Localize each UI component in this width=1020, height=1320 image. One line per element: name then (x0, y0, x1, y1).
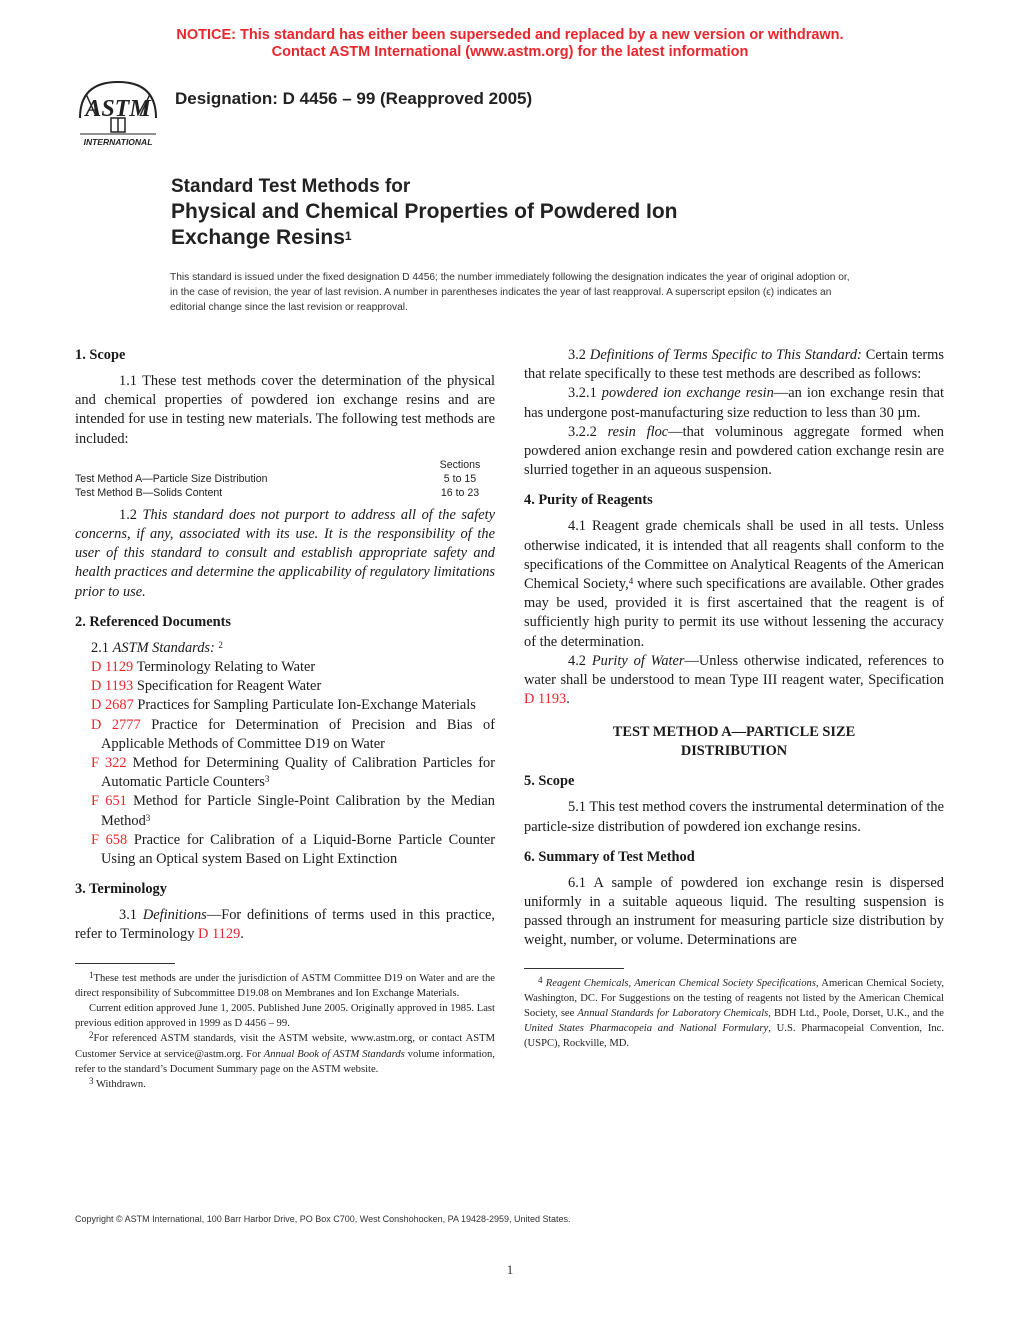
ref-item[interactable] (75, 677, 495, 696)
para-4-2-end: . (566, 691, 570, 708)
para-4-2-num: 4.2 (568, 652, 586, 669)
para-4-1-text: 4.1 Reagent grade chemicals shall be used in all tests. Unless otherwise indicated, it is intended that all reagents shall conform to the specifications of the Committee on Analytical Reagents of the American Chemical Society, (524, 518, 944, 593)
sections-row (75, 486, 495, 500)
para-3-2-2 (524, 423, 944, 481)
test-method-a-line-2: DISTRIBUTION (680, 743, 788, 760)
para-6-1: 6.1 A sample of powdered ion exchange resin is dispersed uniformly in a suitable aqueous liquid. The resulting suspension is passed through an instrument for measuring particle size distribution by weight, number, or volume. Determinations are (524, 874, 944, 949)
para-1-1: 1.1 These test methods cover the determination of the physical and chemical properties of powdered ion exchange resins and are intended for use in testing new materials. The following test methods are included: (75, 373, 495, 447)
para-4-1 (524, 517, 944, 651)
ref-item[interactable] (75, 792, 495, 830)
issuance-note: This standard is issued under the fixed designation D 4456; the number immediately following the designation indicates the year of original adoption or, in the case of revision, the year of last revision. A number in parentheses indicates the year of last reapproval. A superscript epsilon (ϵ) indicates an editorial change since the last revision or reapproval. (170, 272, 850, 313)
scope-heading: 1. Scope (75, 347, 126, 363)
footnote-2 (75, 1031, 495, 1077)
ref-code-link[interactable]: D 2687 (91, 697, 134, 714)
ref-title: Practices for Sampling Particulate Ion-Exchange Materials (137, 697, 476, 714)
para-3-1 (75, 906, 495, 944)
logo-text: ASTM (85, 96, 151, 122)
footnote-text: These test methods are under the jurisdiction of ASTM Committee D19 on Water and are the direct responsibility of Subcommittee D19.08 on Membranes and Ion Exchange Materials. (75, 972, 495, 999)
ref-title: Practice for Determination of Precision and Bias of Applicable Methods of Committee D19 on Water (101, 716, 495, 752)
para-3-2-2-text: —that voluminous aggregate formed when powdered anion exchange resin and powdered cation exchange resin are slurried together in an aqueous suspension. (524, 423, 944, 479)
title-line-1: Standard Test Methods for (171, 176, 411, 197)
ref-link-d1129[interactable]: D 1129 (198, 926, 241, 943)
footnote-divider (524, 968, 624, 969)
para-1-2-text: This standard does not purport to address all of the safety concerns, if any, associated with its use. It is the responsibility of the user of this standard to consult and establish appropriate safety and health practices and determine the applicability of regulatory limitations prior to use. (75, 506, 495, 600)
para-2-1-label: ASTM Standards: (112, 639, 215, 656)
ref-code-link[interactable]: F 658 (91, 831, 128, 848)
footnote-mark: 4 (538, 974, 543, 985)
footnote-text: , U.S. Pharmacopeial Convention, Inc. (USPC), Rockville, MD. (524, 1023, 944, 1050)
footnote-text: volume information, refer to the standard’s Document Summary page on the ASTM website. (75, 1048, 495, 1075)
section-range: 16 to 23 (440, 486, 480, 499)
para-2-1-num: 2.1 (91, 639, 109, 656)
para-4-2-text: —Unless otherwise indicated, references to water shall be understood to mean Type III reagent water, Specification (524, 652, 944, 689)
ref-item[interactable] (75, 831, 495, 869)
test-method-a-heading (524, 723, 944, 761)
title-line-3: Exchange Resins (171, 226, 345, 249)
para-3-2-label: Definitions of Terms Specific to This Standard: (589, 347, 862, 363)
para-3-2-num: 3.2 (568, 347, 586, 363)
ref-title: Method for Determining Quality of Calibration Particles for Automatic Particle Counters (101, 755, 495, 791)
ref-title: Practice for Calibration of a Liquid-Borne Particle Counter Using an Optical system Based on Light Extinction (101, 831, 495, 868)
title-line-2: Physical and Chemical Properties of Powdered Ion (171, 200, 678, 223)
right-column (524, 346, 944, 1052)
para-1-2-num: 1.2 (119, 506, 137, 523)
ref-code-link[interactable]: D 1129 (91, 659, 134, 676)
ref-sup: 3 (145, 812, 151, 823)
sections-table (75, 458, 495, 500)
para-3-2-2-label: resin floc (607, 423, 669, 440)
page-number: 1 (506, 1262, 514, 1277)
para-3-2-1 (524, 384, 944, 422)
designation: Designation: D 4456 – 99 (Reapproved 2005) (175, 89, 533, 108)
notice-line-1: NOTICE: This standard has either been superseded and replaced by a new version or withdrawn. (176, 27, 844, 43)
footnote-text: For referenced ASTM standards, visit the ASTM website, www.astm.org, or contact ASTM Customer Service at service@astm.org. For (75, 1033, 495, 1060)
astm-logo (74, 76, 162, 150)
ref-title: Specification for Reagent Water (136, 678, 322, 695)
ref-title: Terminology Relating to Water (136, 659, 316, 676)
footnote-mark: 2 (89, 1030, 94, 1041)
ref-code-link[interactable]: F 322 (91, 755, 127, 772)
ref-code-link[interactable]: D 1193 (91, 678, 134, 695)
ref-code-link[interactable]: D 2777 (91, 716, 141, 733)
footnote-divider (75, 963, 175, 964)
footnote-italic: Annual Book of ASTM Standards (263, 1048, 405, 1060)
para-5-1: 5.1 This test method covers the instrumental determination of the particle-size distribution of powdered ion exchange resins. (524, 799, 944, 835)
section-range: 5 to 15 (443, 472, 477, 485)
test-method-a-line-1: TEST METHOD A—PARTICLE SIZE (612, 724, 856, 741)
footnote-mark: 3 (89, 1076, 94, 1087)
document-title (171, 175, 871, 251)
para-3-1-text: —For definitions of terms used in this practice, refer to Terminology (75, 907, 495, 943)
refdocs-heading: 2. Referenced Documents (75, 613, 231, 630)
ref-item[interactable] (75, 696, 495, 715)
summary-heading: 6. Summary of Test Method (524, 848, 695, 865)
ref-item[interactable] (75, 716, 495, 754)
para-4-2 (524, 652, 944, 710)
footnote-text: , BDH Ltd., Poole, Dorset, U.K., and the (768, 1008, 944, 1020)
left-column (75, 346, 495, 1092)
footnote-mark: 1 (89, 969, 94, 980)
notice-line-2: Contact ASTM International (www.astm.org) for the latest information (271, 44, 749, 60)
para-3-2-1-label: powdered ion exchange resin (601, 385, 774, 402)
para-2-1 (75, 639, 495, 658)
ref-title: Method for Particle Single-Point Calibration by the Median Method (101, 793, 495, 829)
footnote-1 (75, 971, 495, 1001)
footnote-4 (524, 976, 944, 1052)
title-footnote-mark: 1 (344, 229, 352, 243)
section-name: Test Method A—Particle Size Distribution (75, 472, 268, 485)
para-3-1-label: Definitions (142, 907, 207, 924)
para-2-1-sup: 2 (218, 639, 223, 650)
para-3-1-num: 3.1 (119, 907, 137, 924)
footnote-3 (75, 1077, 495, 1092)
footnote-italic: United States Pharmacopeia and National Formulary (524, 1023, 769, 1035)
para-3-1-end: . (240, 926, 244, 943)
para-3-2-text: Certain terms that relate specifically to these test methods are described as follows: (524, 347, 944, 383)
para-4-1-text-b: where such specifications are available. Other grades may be used, provided it is first ascertained that the reagent is of sufficiently high purity to permit its use without lessening the accuracy of the determination. (524, 576, 944, 650)
footnote-text: Withdrawn. (95, 1079, 146, 1091)
para-4-1-sup: 4 (628, 576, 634, 587)
para-4-2-label: Purity of Water (591, 652, 685, 669)
para-3-2-2-num: 3.2.2 (568, 423, 597, 440)
ref-item[interactable] (75, 754, 495, 792)
section-name: Test Method B—Solids Content (75, 486, 223, 499)
sections-header: Sections (439, 458, 481, 471)
sections-row (75, 472, 495, 486)
ref-code-link[interactable]: F 651 (91, 793, 127, 810)
copyright-line: Copyright © ASTM International, 100 Barr Harbor Drive, PO Box C700, West Conshohocken, PA 19428-2959, United States. (75, 1214, 571, 1224)
terminology-heading: 3. Terminology (75, 881, 167, 898)
footnote-1b: Current edition approved June 1, 2005. Published June 2005. Originally approved in 1985. Last previous edition approved in 1999 as D 4456 – 99. (75, 1003, 495, 1030)
para-3-2 (524, 346, 944, 384)
logo-subtext: INTERNATIONAL (83, 137, 153, 147)
ref-item[interactable] (75, 658, 495, 677)
para-1-2 (75, 506, 495, 602)
para-3-2-1-num: 3.2.1 (568, 385, 597, 402)
ref-sup: 3 (264, 774, 270, 785)
footnote-text: , American Chemical Society, Washington, DC. For Suggestions on the testing of reagents not listed by the American Chemical Society, see (524, 977, 944, 1020)
purity-heading: 4. Purity of Reagents (524, 492, 653, 509)
para-3-2-1-text: —an ion exchange resin that has undergone post-manufacturing size reduction to less than 30 µm. (524, 385, 945, 421)
scope-5-heading: 5. Scope (524, 773, 575, 790)
ref-link-d1193[interactable]: D 1193 (524, 691, 567, 708)
footnote-italic: Reagent Chemicals, American Chemical Society Specifications (545, 977, 816, 989)
footnote-italic: Annual Standards for Laboratory Chemicals (577, 1008, 769, 1020)
withdrawal-notice (0, 27, 1020, 61)
